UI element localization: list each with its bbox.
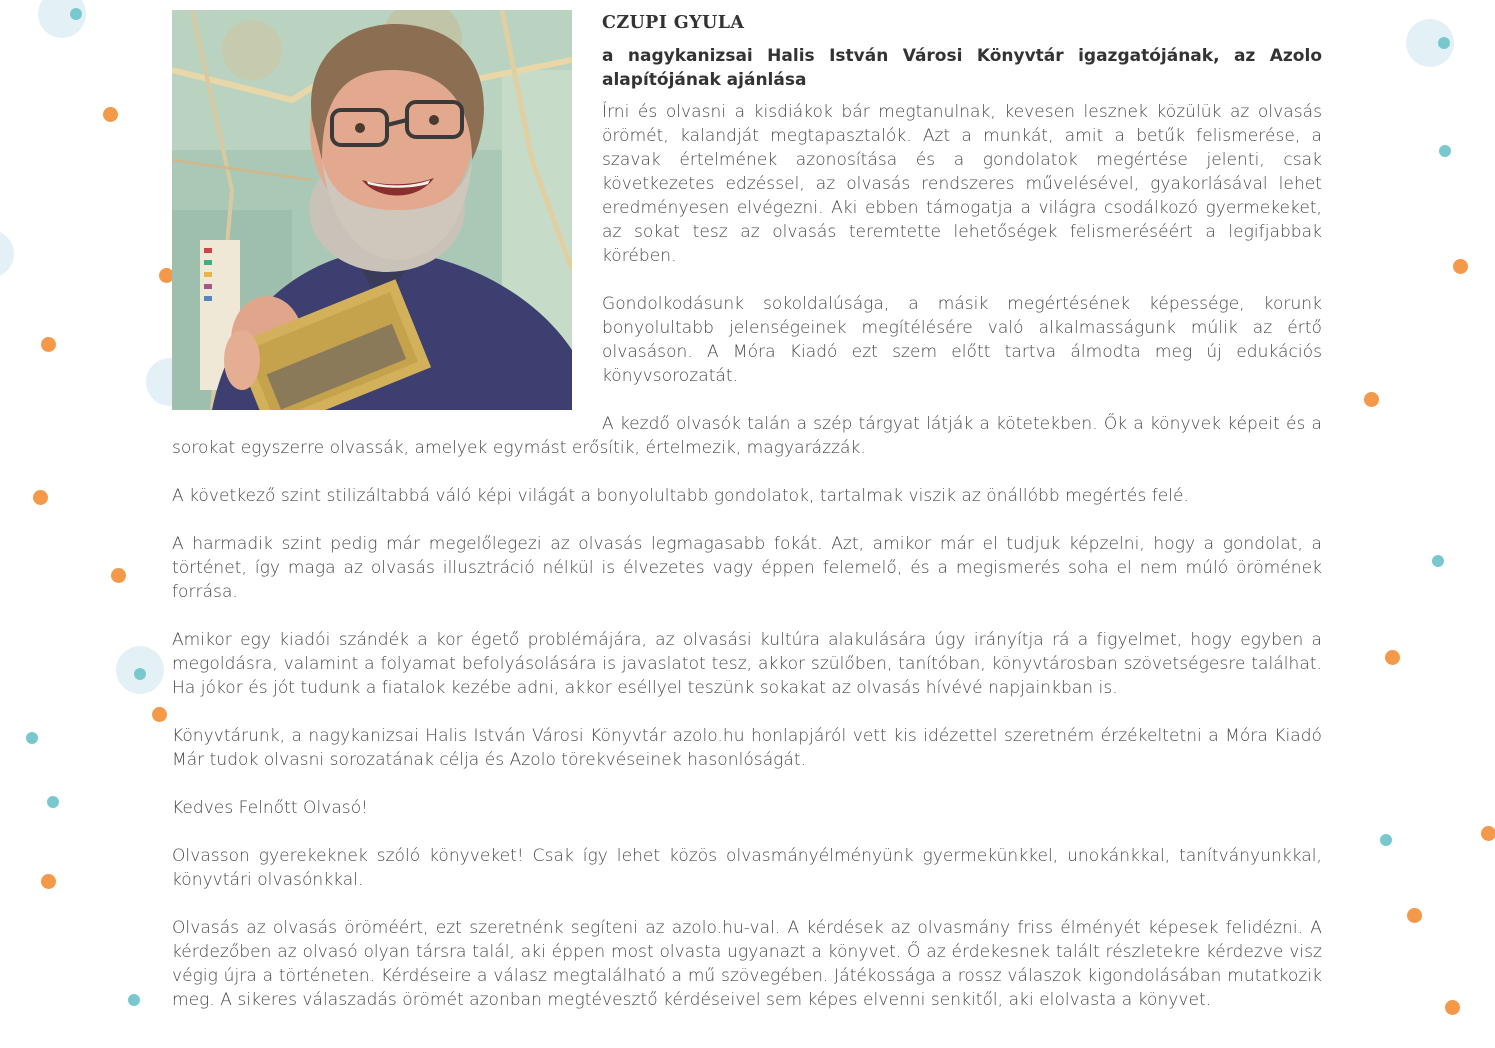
author-photo [172,10,572,410]
article-paragraph: Írni és olvasni a kisdiákok bár megtanulnak, kevesen lesznek közülük az olvasás örömét, kalandját megtapasztalók. Azt a munkát, amit a betűk felismerése, a szavak értelmének azonosítása és a gondolatok megértése jelenti, csak következetes edzéssel, az olvasás rendszeres művelésével, gyakorlásával lehet eredményesen elvégezni. Aki ebben támogatja a világra csodálkozó gyermekeket, az sokat tesz az olvasás teremtette lehetőségek felismeréséért a legifjabbak körében. [602,102,1322,266]
article-paragraph: Olvasson gyerekeknek szóló könyveket! Csak így lehet közös olvasmányélményünk gyermekünkkel, unokánkkal, tanítványunkkal, könyvtári olvasónkkal. [172,846,1322,890]
decor-orange-dot [111,568,126,583]
decor-halo-circle [0,230,14,278]
decor-orange-dot [1481,826,1495,841]
decor-halo-circle [38,0,86,38]
article-paragraph: Könyvtárunk, a nagykanizsai Halis István Városi Könyvtár azolo.hu honlapjáról vett kis idézettel szeretném érzékeltetni a Móra Kiadó Már tudok olvasni sorozatának célja és Azolo törekvéseinek hasonlóságát. [172,726,1322,770]
decor-teal-dot [1438,37,1450,49]
article-paragraph: A harmadik szint pedig már megelőlegezi az olvasás legmagasabb fokát. Azt, amikor már el tudjuk képzelni, hogy a gondolat, a történet, így maga az olvasás illusztráció nélkül is élvezetes vagy éppen felemelő, és a megismerés soha el nem múló örömének forrása. [172,534,1322,602]
decor-orange-dot [41,874,56,889]
article-paragraph: Amikor egy kiadói szándék a kor égető problémájára, az olvasási kultúra alakulására úgy irányítja rá a figyelmet, hogy egyben a megoldásra, valamint a folyamat befolyásolására is javaslatot tesz, akkor szülőben, tanítóban, könyvtárosban szövetségesre találhat. Ha jókor és jót tudunk a fiatalok kezébe adni, akkor eséllyel teszünk sokakat az olvasás hívévé napjainkban is. [172,630,1322,698]
decor-teal-dot [26,732,38,744]
article-paragraph: Kedves Felnőtt Olvasó! [172,798,369,818]
decor-teal-dot [134,668,146,680]
article-subtitle: a nagykanizsai Halis István Városi Könyvtár igazgatójának, az Azolo alapítójának ajánlása [602,46,1322,90]
decor-orange-dot [1385,650,1400,665]
decor-teal-dot [1432,555,1444,567]
article-paragraph: A következő szint stilizáltabbá váló képi világát a bonyolultabb gondolatok, tartalmak viszik az önállóbb megértés felé. [172,486,1189,506]
decor-teal-dot [47,796,59,808]
decor-halo-circle [1406,19,1454,67]
recommendation-article [172,10,1322,1036]
decor-teal-dot [70,8,82,20]
article-paragraph: A kezdő olvasók talán a szép tárgyat látják a kötetekben. Ők a könyvek képeit és a sorokat egyszerre olvassák, amelyek egymást erősítik, értelmezik, magyarázzák. [172,414,1322,458]
article-paragraph: Olvasás az olvasás öröméért, ezt szeretnénk segíteni az azolo.hu-val. A kérdések az olvasmány friss élményét képesek felidézni. A kérdezőben az olvasó olyan társra talál, aki éppen most olvasta ugyanazt a könyvet. Ő az érdekesnek talált részletekre kérdezve visz végig újra a történeten. Kérdéseire a válasz megtalálható a mű szövegében. Játékossága a rossz válaszok kigondolásában mutatkozik meg. A sikeres válaszadás örömét azonban megtévesztő kérdéseivel sem képes elvenni senkitől, aki elolvasta a könyvet. [172,918,1322,1010]
decor-orange-dot [1445,1000,1460,1015]
decor-orange-dot [103,107,118,122]
decor-teal-dot [128,994,140,1006]
decor-teal-dot [1380,834,1392,846]
decor-orange-dot [1364,392,1379,407]
decor-orange-dot [1407,908,1422,923]
decor-orange-dot [33,490,48,505]
decor-orange-dot [1453,259,1468,274]
article-paragraph: Gondolkodásunk sokoldalúsága, a másik megértésének képessége, korunk bonyolultabb jelenségeinek megítélésére való alkalmasságunk múlik az értő olvasáson. A Móra Kiadó ezt szem előtt tartva álmodta meg új edukációs könyvsorozatát. [602,294,1322,386]
decor-orange-dot [152,707,167,722]
decor-orange-dot [41,337,56,352]
decor-teal-dot [1439,145,1451,157]
author-name: CZUPI GYULA [602,13,745,33]
decor-halo-circle [116,646,164,694]
